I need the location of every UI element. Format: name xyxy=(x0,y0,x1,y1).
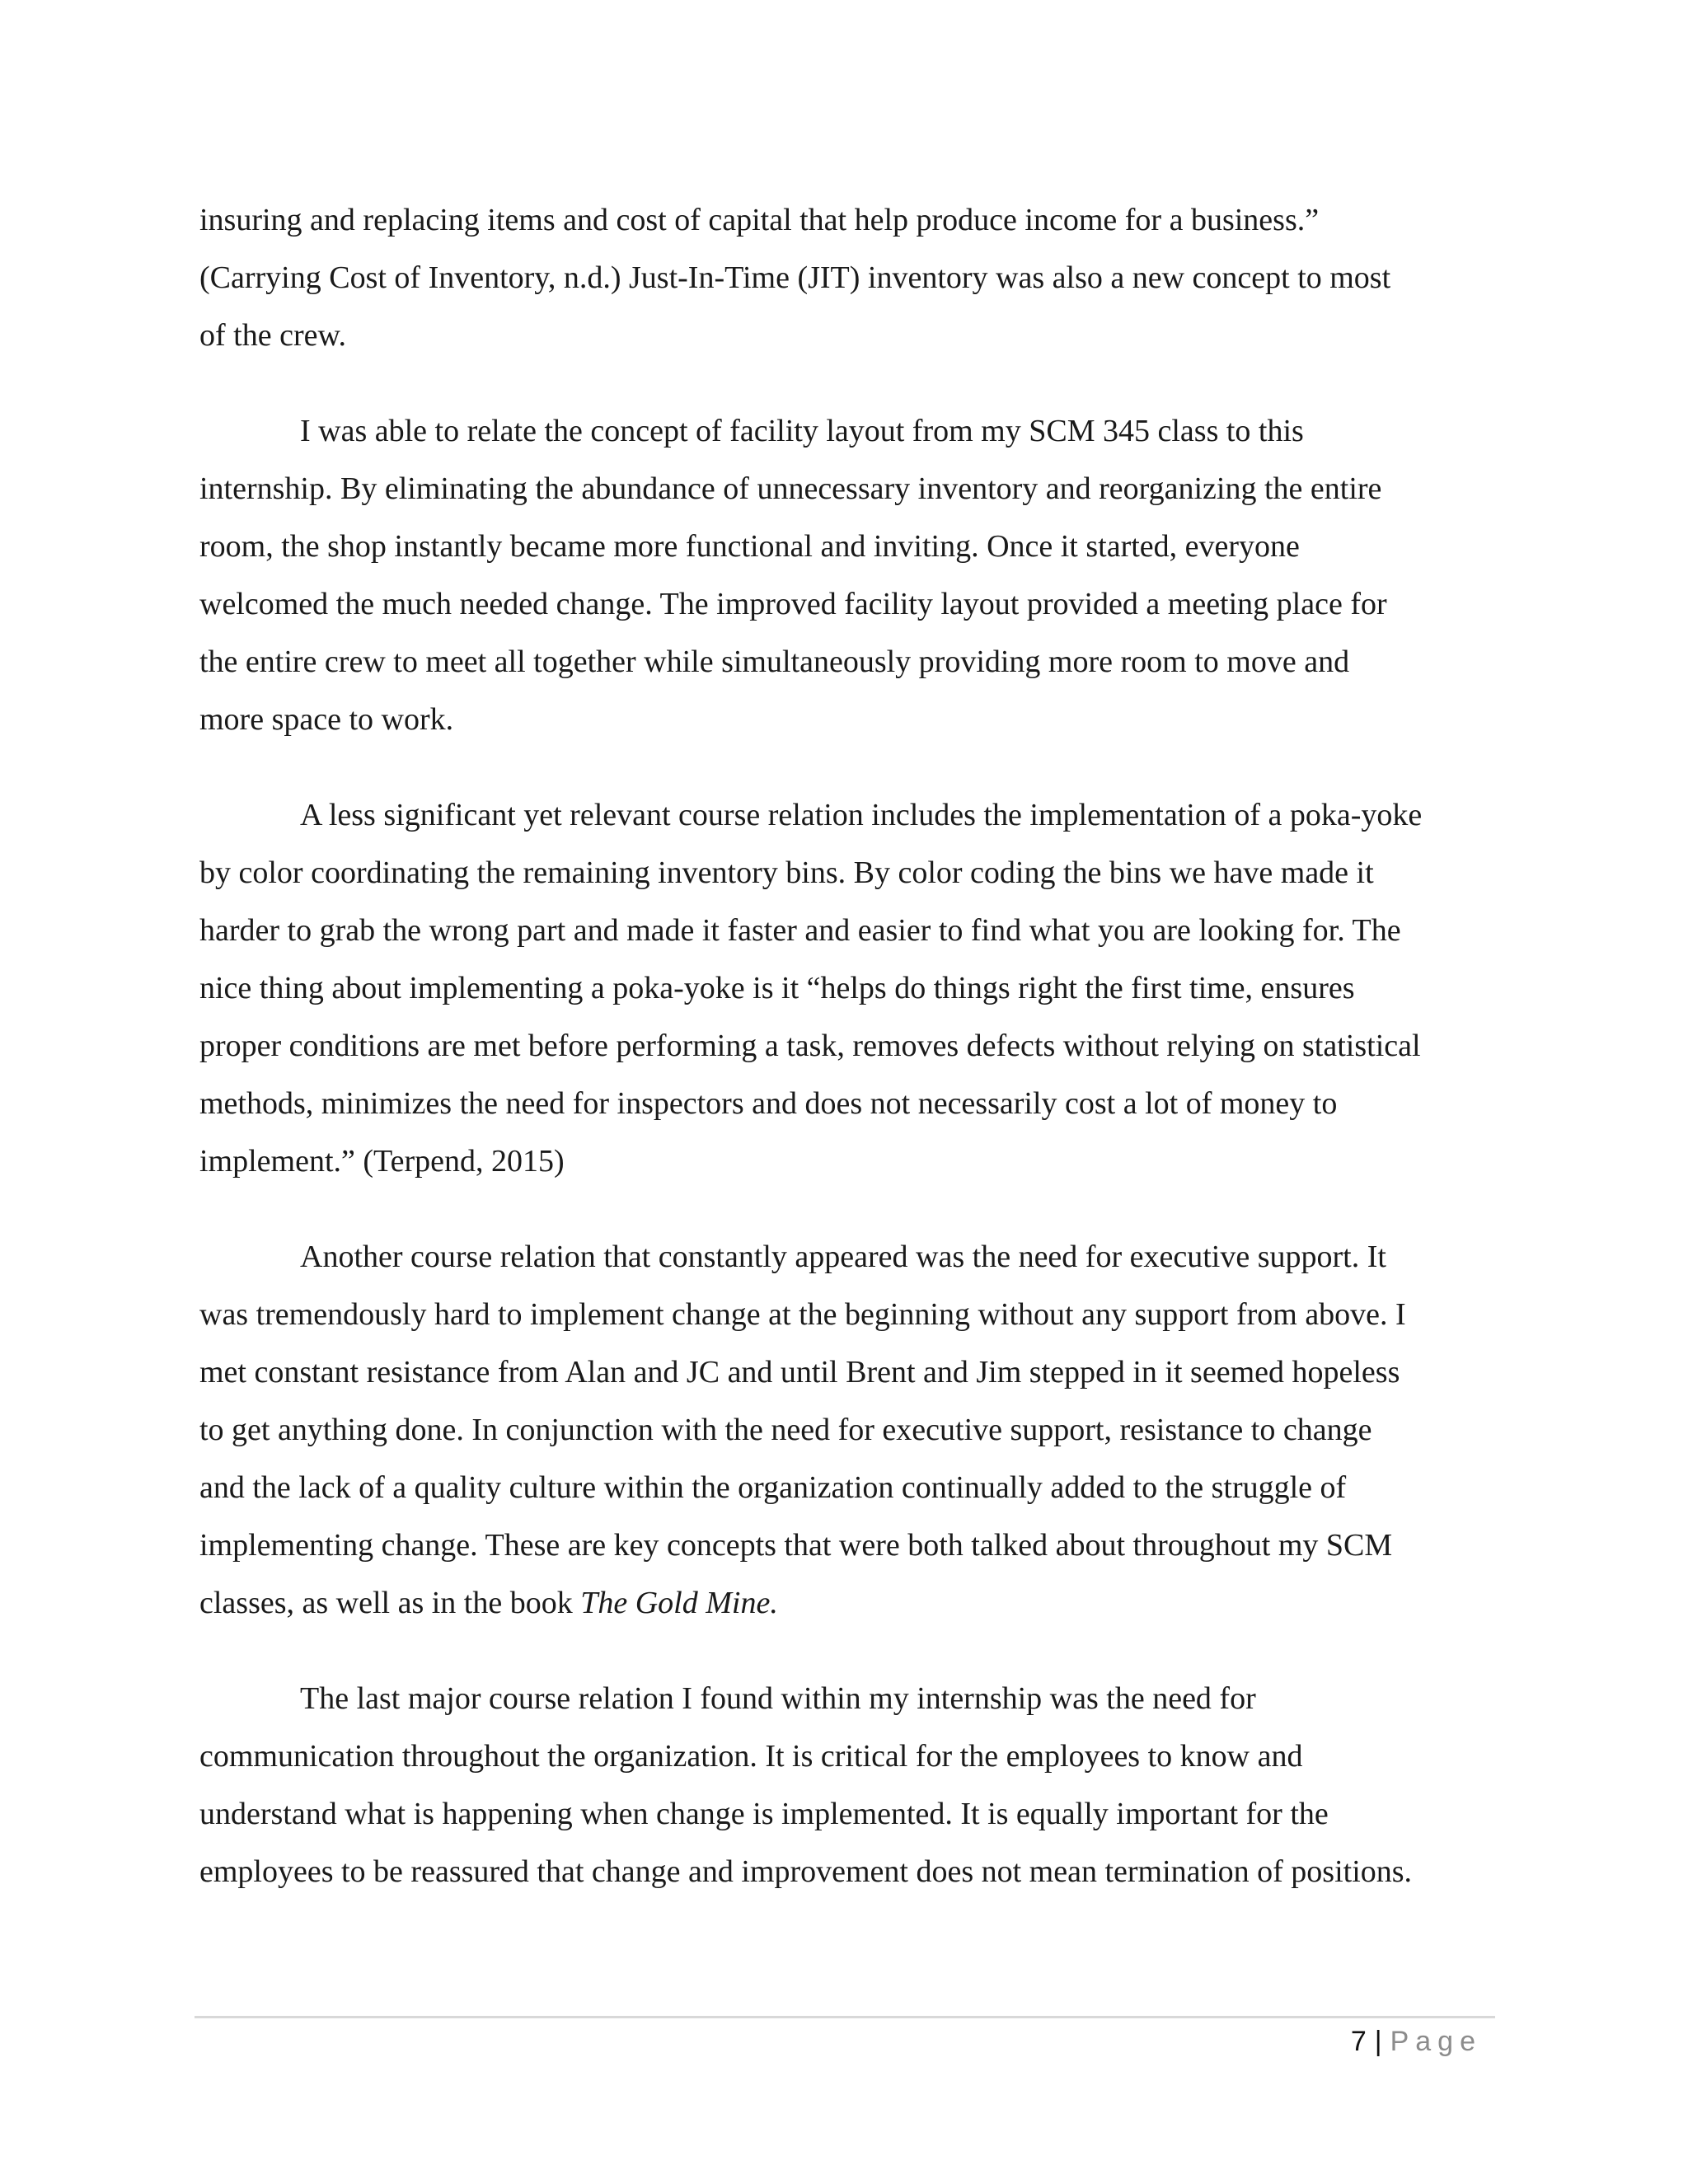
text-line xyxy=(199,1286,1502,1343)
page-number-footer xyxy=(1351,2021,1482,2062)
line-text: to get anything done. In conjunction with the need for executive support, resistance to change xyxy=(199,1413,1372,1447)
text-line xyxy=(199,633,1502,691)
text-line xyxy=(199,1574,1502,1632)
line-text: more space to work. xyxy=(199,702,454,737)
paragraph xyxy=(199,786,1502,1190)
line-text: methods, minimizes the need for inspectors and does not necessarily cost a lot of money to xyxy=(199,1086,1338,1121)
text-line xyxy=(199,1785,1502,1843)
line-text: implementing change. These are key concepts that were both talked about throughout my SCM xyxy=(199,1528,1393,1563)
book-title: The Gold Mine. xyxy=(580,1586,778,1620)
line-text: I was able to relate the concept of facility layout from my SCM 345 class to this xyxy=(300,414,1304,448)
text-line xyxy=(199,1670,1502,1727)
text-line xyxy=(199,1727,1502,1785)
line-text: (Carrying Cost of Inventory, n.d.) Just-In-Time (JIT) inventory was also a new concept to most xyxy=(199,260,1391,295)
line-text: employees to be reassured that change and improvement does not mean termination of positions. xyxy=(199,1854,1413,1889)
line-text: understand what is happening when change is implemented. It is equally important for the xyxy=(199,1797,1329,1831)
line-text: classes, as well as in the book xyxy=(199,1586,581,1620)
text-line xyxy=(199,402,1502,460)
text-line xyxy=(199,575,1502,633)
line-text: implement.” (Terpend, 2015) xyxy=(199,1144,565,1179)
paragraph xyxy=(199,191,1502,364)
line-text: Another course relation that constantly appeared was the need for executive support. It xyxy=(300,1240,1386,1274)
text-line xyxy=(199,1017,1502,1075)
line-text: A less significant yet relevant course relation includes the implementation of a poka-yoke xyxy=(300,798,1423,832)
footer-divider xyxy=(195,2016,1495,2018)
text-line xyxy=(199,1401,1502,1459)
page-number: 7 xyxy=(1350,2026,1367,2057)
line-text: the entire crew to meet all together while simultaneously providing more room to move and xyxy=(199,644,1350,679)
line-text: harder to grab the wrong part and made it faster and easier to find what you are looking for. The xyxy=(199,913,1401,948)
line-text: proper conditions are met before performing a task, removes defects without relying on statistical xyxy=(199,1029,1421,1063)
text-line xyxy=(199,518,1502,575)
line-text: nice thing about implementing a poka-yoke is it “helps do things right the first time, ensures xyxy=(199,971,1355,1005)
line-text: insuring and replacing items and cost of capital that help produce income for a business.” xyxy=(199,203,1320,237)
text-line xyxy=(199,1343,1502,1401)
line-text: was tremendously hard to implement change at the beginning without any support from above. I xyxy=(199,1297,1406,1332)
text-line xyxy=(199,959,1502,1017)
page-number-separator: | xyxy=(1374,2026,1382,2057)
body-text xyxy=(199,191,1502,1938)
text-line xyxy=(199,1075,1502,1132)
line-text: room, the shop instantly became more functional and inviting. Once it started, everyone xyxy=(199,529,1300,564)
text-line xyxy=(199,786,1502,844)
text-line xyxy=(199,1516,1502,1574)
text-line xyxy=(199,691,1502,748)
paragraph xyxy=(199,1228,1502,1632)
paragraph xyxy=(199,1670,1502,1900)
text-line xyxy=(199,1132,1502,1190)
text-line xyxy=(199,1228,1502,1286)
line-text: by color coordinating the remaining inventory bins. By color coding the bins we have made it xyxy=(199,855,1374,890)
text-line xyxy=(199,460,1502,518)
line-text: welcomed the much needed change. The improved facility layout provided a meeting place for xyxy=(199,587,1387,621)
text-line xyxy=(199,191,1502,249)
page-label: Page xyxy=(1390,2026,1482,2057)
line-text: The last major course relation I found within my internship was the need for xyxy=(300,1681,1256,1716)
text-line xyxy=(199,1459,1502,1516)
text-line xyxy=(199,307,1502,364)
line-text: internship. By eliminating the abundance of unnecessary inventory and reorganizing the entire xyxy=(199,471,1382,506)
text-line xyxy=(199,249,1502,307)
paragraph xyxy=(199,402,1502,748)
text-line xyxy=(199,844,1502,902)
line-text: communication throughout the organization. It is critical for the employees to know and xyxy=(199,1739,1303,1774)
line-text: met constant resistance from Alan and JC and until Brent and Jim stepped in it seemed hopeless xyxy=(199,1355,1400,1390)
line-text: of the crew. xyxy=(199,318,346,353)
text-line xyxy=(199,902,1502,959)
text-line xyxy=(199,1843,1502,1900)
line-text: and the lack of a quality culture within the organization continually added to the struggle of xyxy=(199,1470,1347,1505)
